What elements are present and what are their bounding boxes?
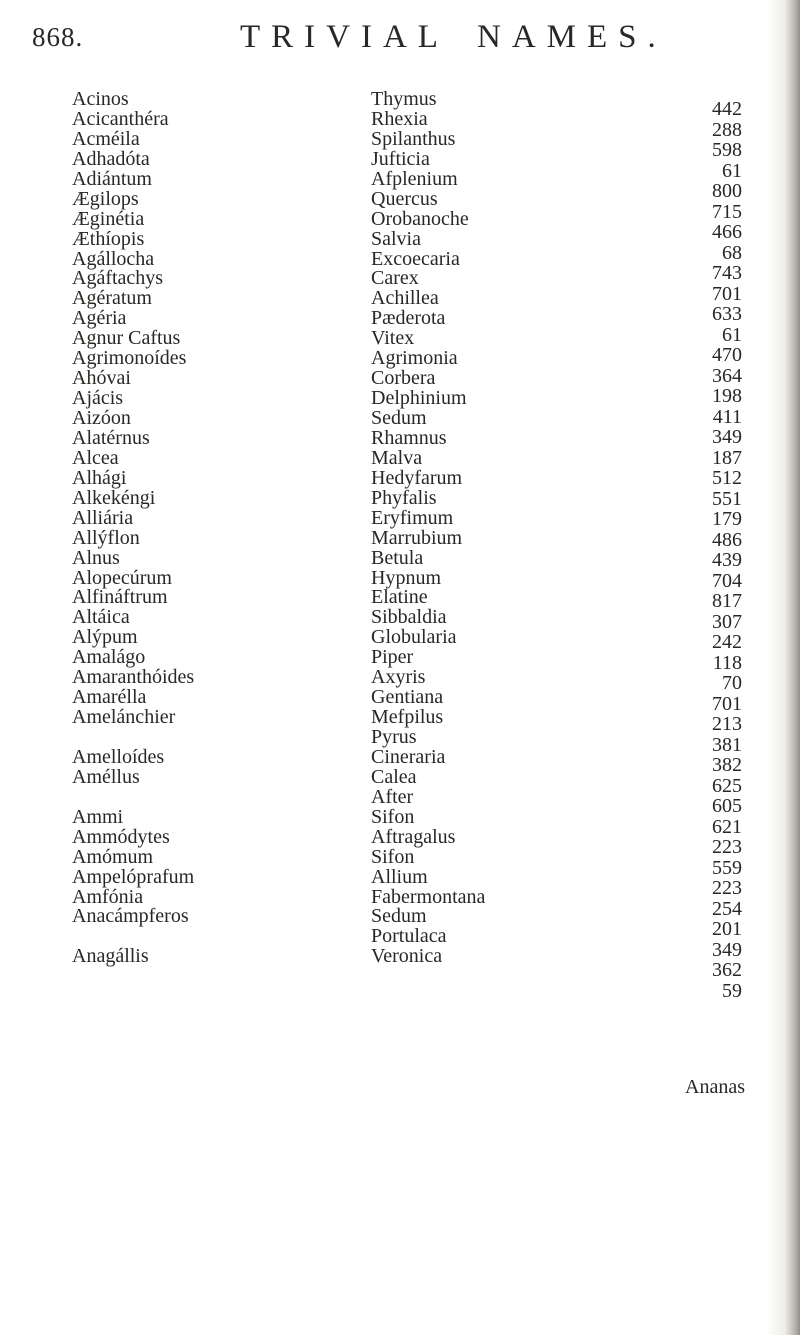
trivial-name: Anacámpferos [72,905,189,928]
botanical-name: Salvia [371,227,421,250]
botanical-name: Afplenium [371,167,458,190]
trivial-name: Amómum [72,845,154,868]
botanical-name: Sedum [371,407,427,429]
page-reference: 381 [712,733,742,756]
page-reference: 704 [712,569,742,592]
trivial-name: Acicanthéra [72,107,169,130]
botanical-name: Marrubium [371,526,463,549]
page-reference: 118 [712,651,742,674]
page-reference-column [690,97,742,1002]
page-reference: 559 [712,856,742,879]
trivial-name: Alcea [72,446,119,469]
trivial-name: Aizóon [72,407,131,429]
page-reference: 382 [712,754,742,776]
page-reference: 625 [712,774,742,797]
page-reference: 70 [722,672,742,694]
page-reference: 307 [712,610,742,633]
running-title: TRIVIAL NAMES. [240,19,667,55]
page-reference: 223 [712,836,742,858]
botanical-name: Pyrus [371,726,417,748]
botanical-name: Corbera [371,367,436,390]
page-reference: 512 [712,467,742,489]
botanical-name: Delphinium [371,387,467,410]
page-reference: 715 [712,200,742,223]
catchword: Ananas [685,1076,745,1098]
page-reference: 198 [712,385,742,407]
botanical-name: Sifon [371,845,415,868]
botanical-name: Hedyfarum [371,466,463,489]
trivial-name: Amalágo [72,646,146,669]
botanical-name: Aftragalus [371,825,456,848]
botanical-name: Thymus [371,88,437,110]
page-reference: 254 [712,897,742,920]
trivial-name: Amelloídes [72,745,165,768]
trivial-name: Alatérnus [72,426,150,449]
page-reference: 179 [712,508,742,530]
trivial-name: Amaranthóides [72,666,195,689]
trivial-name: Agératum [72,287,152,310]
botanical-name: Fabermontana [371,885,486,908]
page-reference: 61 [722,159,742,182]
trivial-name: Ammi [72,805,124,828]
botanical-name: Rhamnus [371,426,447,449]
botanical-name: After [371,785,414,808]
botanical-name: Allium [371,865,428,888]
botanical-name: Gentiana [371,686,444,709]
trivial-name: Ampelóprafum [72,865,195,888]
trivial-name: Agnur Caftus [72,327,181,350]
trivial-name: Amaréllа [72,686,147,709]
trivial-name: Alýpum [72,626,138,649]
botanical-name: Elatine [371,586,428,609]
botanical-name: Rhexia [371,107,428,130]
trivial-name: Alopecúrum [72,566,172,589]
trivial-name: Ægilops [72,187,139,210]
page-reference: 486 [712,528,742,551]
page-reference: 349 [712,938,742,961]
botanical-name: Hypnum [371,566,441,589]
botanical-name: Betula [371,546,424,569]
trivial-name: Alhági [72,466,127,489]
trivial-name: Agáftachys [72,267,164,290]
page-reference: 362 [712,959,742,981]
trivial-name: Anagállis [72,945,149,968]
trivial-name: Amfónia [72,885,144,908]
page-reference: 187 [712,446,742,469]
trivial-name: Alliária [72,506,134,529]
botanical-name-column [371,87,486,968]
botanical-name: Axyris [371,666,426,689]
botanical-name: Globularia [371,626,457,649]
page-reference: 633 [712,303,742,325]
trivial-name: Agrimonoídes [72,347,187,370]
trivial-name: Æthíopis [72,227,145,250]
trivial-name: Alkekéngi [72,486,156,509]
trivial-name: Agállocha [72,247,155,270]
trivial-name: Adhadóta [72,147,150,170]
botanical-name: Cineraria [371,745,446,768]
trivial-name: Ajácis [72,387,124,410]
page-reference: 201 [712,918,742,940]
botanical-name: Carex [371,267,419,290]
trivial-name: Ahóvai [72,367,131,390]
trivial-name: Agéria [72,307,127,330]
botanical-name: Jufticia [371,147,430,170]
trivial-name: Acméila [72,127,140,150]
botanical-name: Excoecaria [371,247,460,270]
botanical-name: Phyfalis [371,486,437,509]
page-reference: 68 [722,241,742,264]
page-reference: 439 [712,549,742,571]
page-reference: 61 [722,323,742,346]
page-reference: 551 [712,487,742,510]
trivial-name: Altáica [72,606,130,629]
trivial-name: Adiántum [72,167,152,190]
trivial-name: Acinos [72,88,129,110]
trivial-name-column [72,87,195,968]
botanical-name: Piper [371,646,414,669]
trivial-name: Alfináftrum [72,586,168,609]
page-reference: 800 [712,180,742,202]
trivial-name: Ammódytes [72,825,170,848]
page-reference: 59 [722,979,742,1002]
page-number: 868. [32,22,84,52]
page-reference: 288 [712,118,742,141]
page-edge-shadow [766,0,800,1335]
trivial-name: Æginétia [72,207,145,230]
page-reference: 470 [712,344,742,366]
botanical-name: Agrimonia [371,347,458,370]
page-reference: 349 [712,426,742,448]
botanical-name: Malva [371,446,423,469]
page-reference: 598 [712,139,742,161]
page-reference: 213 [712,713,742,735]
page-reference: 701 [712,282,742,305]
botanical-name: Sedum [371,905,427,928]
botanical-name: Veronica [371,945,443,968]
page-reference: 743 [712,262,742,284]
botanical-name: Orobanoche [371,207,469,230]
page-reference: 621 [712,815,742,838]
botanical-name: Sibbaldia [371,606,447,629]
botanical-name: Vitex [371,327,415,350]
trivial-name: Amelánchier [72,706,176,729]
trivial-name: Allýflon [72,526,140,549]
botanical-name: Spilanthus [371,127,456,150]
page-reference: 442 [712,98,742,120]
page-reference: 364 [712,364,742,387]
botanical-name: Achillea [371,287,439,310]
trivial-name: Alnus [72,546,120,569]
botanical-name: Quercus [371,187,438,210]
botanical-name: Portulaca [371,925,447,948]
page-reference: 817 [712,590,742,612]
botanical-name: Calea [371,765,417,788]
page-reference: 242 [712,631,742,653]
page-reference: 223 [712,877,742,899]
botanical-name: Mefpilus [371,706,444,729]
page-reference: 466 [712,221,742,243]
page-reference: 605 [712,795,742,817]
botanical-name: Sifon [371,805,415,828]
trivial-name [72,924,194,944]
page-reference: 411 [712,405,742,428]
trivial-name: Améllus [72,765,140,788]
page-reference: 701 [712,692,742,715]
botanical-name: Eryfimum [371,506,454,529]
botanical-name: Pæderota [371,307,446,330]
